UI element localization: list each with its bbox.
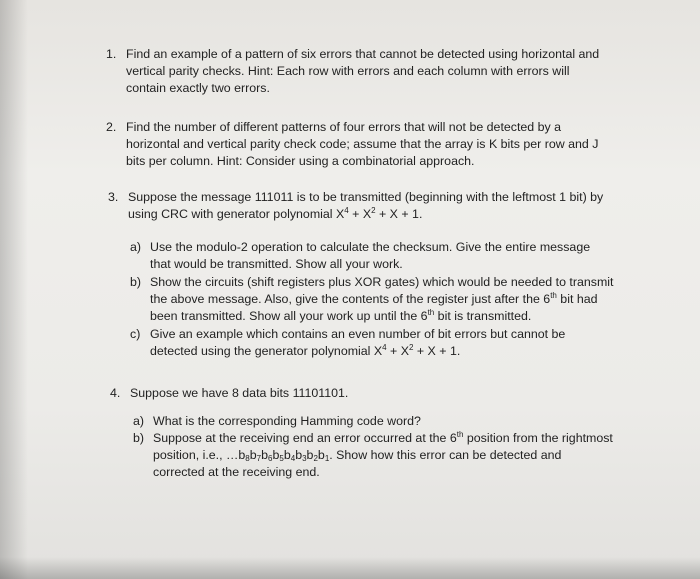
question-number: 3. [108, 190, 119, 204]
question-number: 2. [106, 120, 117, 134]
subpart-text [153, 413, 623, 430]
question-number: 4. [110, 386, 121, 400]
subpart-label: b) [133, 431, 145, 445]
subpart-line: Suppose at the receiving end an error occurred at the 6th position from the rightmost [153, 430, 613, 445]
question-line: using CRC with generator polynomial $X^4 + X^2 + X + 1$. [128, 206, 423, 221]
subpart-line: Show the circuits (shift registers plus XOR gates) which would be needed to transmit [150, 275, 614, 289]
question-text [126, 46, 626, 97]
question-line: horizontal and vertical parity check code; assume that the array is K bits per row and J [126, 137, 599, 151]
subpart-line: Use the modulo-2 operation to calculate the checksum. Give the entire message [150, 240, 591, 254]
question-line: bits per column. Hint: Consider using a combinatorial approach. [126, 154, 475, 168]
question-number: 1. [106, 47, 117, 61]
subpart-label: a) [133, 414, 145, 428]
question-line: Find an example of a pattern of six errors that cannot be detected using horizontal and [126, 47, 600, 61]
subpart-line: position, i.e., $\dots b_8b_7b_6b_5b_4b_3b_2b_1$. Show how this error can be detected and [153, 448, 562, 463]
question-line: Find the number of different patterns of four errors that will not be detected by a [126, 120, 562, 134]
subpart-text [150, 239, 620, 273]
subpart-text [153, 430, 623, 481]
subpart-line: the above message. Also, give the contents of the register just after the 6th bit had [150, 291, 598, 306]
question-line: Suppose the message 111011 is to be transmitted (beginning with the leftmost 1 bit) by [128, 190, 604, 204]
subpart-line: been transmitted. Show all your work up until the 6th bit is transmitted. [150, 308, 532, 323]
subpart-line: that would be transmitted. Show all your work. [150, 257, 403, 271]
question-line: vertical parity checks. Hint: Each row with errors and each column with errors will [126, 64, 570, 78]
question-line: Suppose we have 8 data bits 11101101. [130, 386, 349, 400]
subpart-line: corrected at the receiving end. [153, 465, 320, 479]
subpart-line: detected using the generator polynomial $X^4 + X^2 + X + 1$. [150, 343, 461, 358]
question-text [128, 189, 628, 223]
subpart-text [150, 326, 620, 360]
question-line: contain exactly two errors. [126, 81, 270, 95]
subpart-label: b) [130, 275, 142, 289]
subpart-label: a) [130, 240, 142, 254]
subpart-label: c) [130, 327, 141, 341]
question-text [126, 119, 626, 170]
subpart-line: What is the corresponding Hamming code word? [153, 414, 421, 428]
subpart-line: Give an example which contains an even number of bit errors but cannot be [150, 327, 566, 341]
subpart-text [150, 274, 620, 325]
question-text [130, 385, 630, 402]
